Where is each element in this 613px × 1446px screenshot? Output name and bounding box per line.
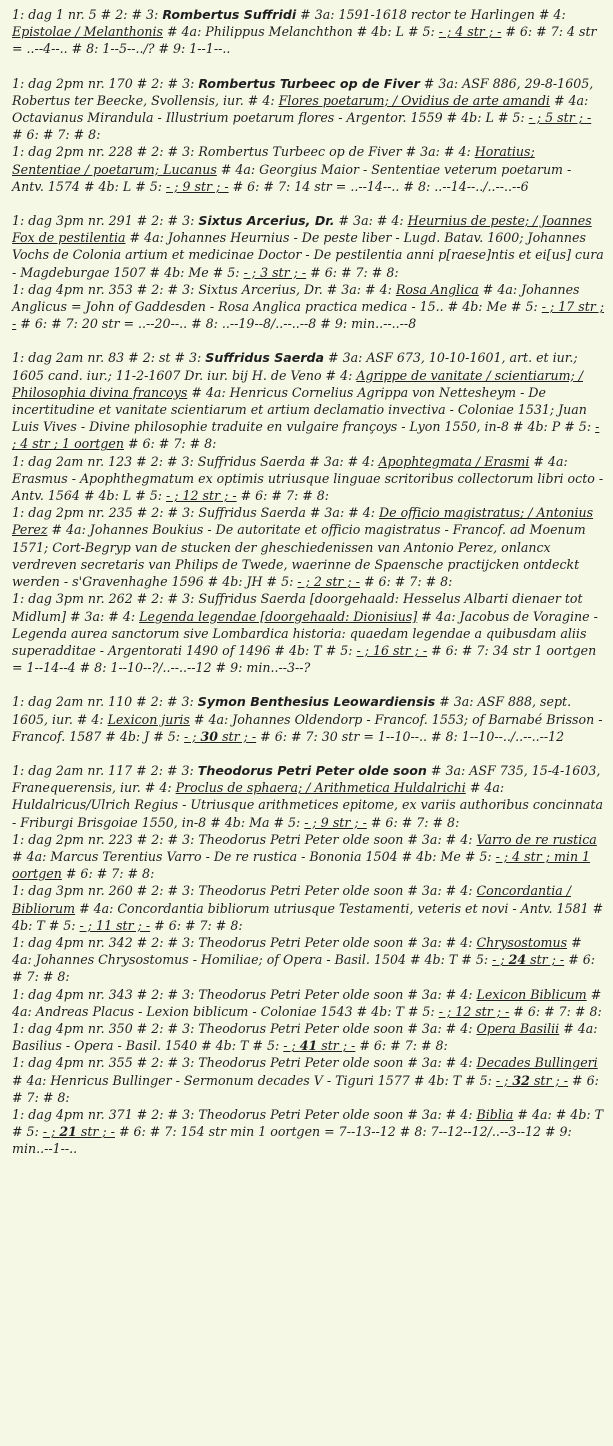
underlined-text [509,952,527,967]
underlined-text: - ; 4 str ; 1 oortgen [12,419,600,452]
record-text: # 6: # 7: # 8: [12,1072,599,1105]
record-text: 1: dag 2pm nr. 170 # 2: # 3: [12,75,199,91]
underlined-text: Chrysostomus [476,934,568,950]
record-text: 1: dag 4pm nr. 350 # 2: # 3: Theodorus Petri Peter olde soon # 3a: # 4: [12,1020,477,1036]
record-text: # 4a: # 4b: T # 5: [12,1106,604,1140]
record-text: # 4a: Philippus Melanchthon # 4b: L # 5: [162,24,439,40]
record-text: 1: dag 4pm nr. 343 # 2: # 3: Theodorus Petri Peter olde soon # 3a: # 4: [12,986,477,1002]
record-text: # 4a: Andreas Placus - Lexion biblicum - Coloniae 1543 # 4b: T # 5: [12,986,602,1019]
underlined-text: Concordantia / Bibliorum [12,883,572,916]
record-text: 1: dag 1 nr. 5 # 2: # 3: [12,7,163,22]
student-name: Rombertus Turbeec op de Fiver [198,75,420,91]
underlined-text: - ; [495,1072,513,1088]
record-entry [12,693,605,745]
record-text: # 6: # 7: # 8: [150,917,243,933]
record-text: # 6: # 7: # 8: [236,488,330,504]
record-entry [12,1106,605,1158]
record-text: 1: dag 3pm nr. 262 # 2: # 3: Suffridus Saerda [doorgehaald: Hesselus Albarti dienaer tot Midlum] # 3a: # 4: [12,591,583,624]
record-group [12,75,605,195]
underlined-text: Rosa Anglica [395,281,479,297]
record-text: # 4a: Huldalricus/Ulrich Regius - Utriusque arithmetices epitome, ex variis authoribus concinnata - Friburgi Brisgoiae 1550, in-8 # 4b: Ma # 5: [12,780,603,830]
underlined-text: Biblia [476,1106,514,1122]
record-entry [12,212,605,281]
record-text: # 6: # 7: 30 str = 1--10--.. # 8: 1--10--../..--..--12 [256,728,565,744]
student-name: Suffridus Saerda [205,350,325,366]
underlined-text: - ; 2 str ; - [297,574,360,590]
record-entry [12,590,605,676]
underlined-text: Horatius; Sententiae / poetarum; Lucanus [12,144,535,177]
record-text: # 3a: ASF 886, 29-8-1605, Robertus ter Beecke, Svollensis, iur. # 4: [12,75,594,108]
underlined-text: - ; 5 str ; - [528,110,592,126]
record-entry [12,1054,605,1106]
record-text: # 6: # 7: # 8: [366,814,460,830]
student-name: Theodorus Petri Peter olde soon [197,762,427,778]
record-text: # 6: # 7: # 8: [355,1038,448,1054]
underlined-text [512,1073,530,1088]
record-text: 1: dag 2pm nr. 228 # 2: # 3: Rombertus Turbeec op de Fiver # 3a: # 4: [12,144,475,160]
record-text: # 6: # 7: # 8: [123,436,217,452]
record-text: # 4a: Johannes Oldendorp - Francof. 1553; of Barnabé Brisson - Francof. 1587 # 4b: J # 5: [12,711,603,744]
bold-number: 21 [59,1124,77,1140]
underlined-text: Varro de re rustica [476,831,597,847]
record-text: # 4a: Henricus Cornelius Agrippa von Nettesheym - De incertitudine et vanitate scientiarum et artium declamatio invectiva - Coloniae 1531; Juan Luis Vives - Divine philosophie traduite en vulgaire françoys - Lyon 1550, in-8 # 4b: P # 5: [12,384,596,435]
record-text: # 4a: Erasmus - Apophthegmatum ex optimis utriusque linguae scritoribus collectorum libri octo - Antv. 1564 # 4b: L # 5: [12,453,604,504]
record-text: # 6: # 7: # 8: [61,866,155,882]
record-text: 1: dag 2am nr. 123 # 2: # 3: Suffridus Saerda # 3a: # 4: [12,453,379,469]
record-entry [12,934,605,986]
underlined-text: str ; - [317,1038,356,1054]
underlined-text: str ; - [529,1072,569,1088]
record-text: # 6: # 7: # 8: [509,1003,602,1019]
record-text: # 3a: ASF 735, 15-4-1603, Franequerensis, iur. # 4: [12,762,601,796]
record-group [12,349,605,676]
record-text: # 4a: Johannes Chrysostomus - Homiliae; of Opera - Basil. 1504 # 4b: T # 5: [12,934,582,968]
underlined-text: str ; - [76,1124,115,1140]
record-text: # 6: # 7: 4 str = ..--4--.. # 8: 1--5--../? # 9: 1--1--.. [12,24,597,57]
record-text: 1: dag 3pm nr. 260 # 2: # 3: Theodorus Petri Peter olde soon # 3a: # 4: [12,883,477,899]
underlined-text [300,1038,318,1053]
record-text: # 6: # 7: # 8: [359,574,453,590]
underlined-text: - ; [283,1038,300,1054]
record-text: # 6: # 7: # 8: [306,264,399,280]
record-entry [12,762,605,831]
record-group [12,693,605,745]
student-name: Symon Benthesius Leowardiensis [197,694,436,710]
record-text: # 3a: ASF 888, sept. 1605, iur. # 4: [12,694,572,727]
underlined-text: Legenda legendae [doorgehaald: Dionisius] [139,608,418,624]
underlined-text: Proclus de sphaera; / Arithmetica Huldalrichi [175,780,466,796]
underlined-text: - ; [42,1124,60,1140]
record-text: 1: dag 2am nr. 83 # 2: st # 3: [12,350,206,366]
underlined-text: Heurnius de peste; / Joannes Fox de pestilentia [12,213,592,246]
record-text: # 4a: Johannes Boukius - De autoritate et officio magistratus - Francof. ad Moenum 1571; Cort-Begryp van de stucken der gheschiedenissen van Antonio Perez, onlancx verdreven secretaris van Philips de Twede, waerinne de Spaensche practijcken ontdeckt werden - s'Gravenhaghe 1596 # 4b: JH # 5: [12,522,586,590]
record-text: # 4a: Octavianus Mirandula - Illustrium poetarum flores - Argentor. 1559 # 4b: L # 5: [12,92,589,126]
record-text: # 6: # 7: 14 str = ..--14--.. # 8: ..--14--../..--..--6 [228,178,529,194]
bold-number: 41 [299,1038,318,1054]
record-entry [12,349,605,452]
record-text: # 3a: 1591-1618 rector te Harlingen # 4: [296,7,566,22]
record-text: # 4a: Concordantia bibliorum utriusque Testamenti, veteris et novi - Antv. 1581 # 4b: T # 5: [12,900,604,933]
record-text: # 3a: # 4: [334,213,408,229]
record-text: # 3a: ASF 673, 10-10-1601, art. et iur.; 1605 cand. iur.; 11-2-1607 Dr. iur. bij H. de Veno # 4: [12,350,578,383]
underlined-text: str ; - [218,728,257,744]
record-text: 1: dag 4pm nr. 353 # 2: # 3: Sixtus Arcerius, Dr. # 3a: # 4: [12,281,396,297]
record-text: # 4a: Johannes Heurnius - De peste liber - Lugd. Batav. 1600; Johannes Vochs de Colonia artium et medicinae Doctor - De pestilentia anni p[raese]ntis et ei[us] cura - Magdeburgae 1507 # 4b: Me # 5: [12,230,604,280]
bold-number: 24 [508,952,527,968]
record-entry [12,143,605,195]
record-text: 1: dag 4pm nr. 342 # 2: # 3: Theodorus Petri Peter olde soon # 3a: # 4: [12,934,477,950]
underlined-text: - ; 9 str ; - [166,178,229,194]
bold-number: 30 [200,728,219,744]
record-text: # 4a: Henricus Bullinger - Sermonum decades V - Tiguri 1577 # 4b: T # 5: [12,1072,496,1088]
underlined-text: De officio magistratus; / Antonius Perez [12,505,594,538]
underlined-text: Lexicon juris [107,711,190,727]
record-text: # 4a: Johannes Anglicus = John of Gaddesden - Rosa Anglica practica medica - 15.. # 4b: Me # 5: [12,281,580,315]
record-entry [12,281,605,333]
underlined-text: str ; - [526,952,565,968]
record-entry [12,504,605,590]
record-text: 1: dag 2am nr. 117 # 2: # 3: [12,762,198,778]
underlined-text: Agrippe de vanitate / scientiarum; / Philosophia divina francoys [12,367,584,400]
record-text: 1: dag 3pm nr. 291 # 2: # 3: [12,213,199,229]
underlined-text: Lexicon Biblicum [476,986,587,1002]
record-text: 1: dag 2pm nr. 223 # 2: # 3: Theodorus Petri Peter olde soon # 3a: # 4: [12,831,477,847]
underlined-text: - ; 17 str ; - [12,299,605,332]
student-name: Sixtus Arcerius, Dr. [198,213,335,229]
underlined-text: - ; 4 str ; min 1 oortgen [12,848,591,882]
record-text: 1: dag 2pm nr. 235 # 2: # 3: Suffridus Saerda # 3a: # 4: [12,505,380,521]
underlined-text: - ; 12 str ; - [166,488,237,504]
record-entry [12,453,605,505]
underlined-text [59,1124,77,1139]
underlined-text: Epistolae / Melanthonis [12,24,163,40]
record-text: # 6: # 7: # 8: [12,952,596,985]
underlined-text [201,729,219,744]
record-group [12,762,605,1158]
record-text: # 4a: Basilius - Opera - Basil. 1540 # 4b: T # 5: [12,1020,598,1054]
record-entry [12,882,605,934]
record-text: 1: dag 2am nr. 110 # 2: # 3: [12,694,198,710]
underlined-text: - ; 9 str ; - [304,814,367,830]
record-text: # 6: # 7: 34 str 1 oortgen = 1--14--4 # 8: 1--10--?/..--..--12 # 9: min..--3--? [12,642,597,676]
student-name: Rombertus Suffridi [162,7,297,22]
record-text: # 6: # 7: 154 str min 1 oortgen = 7--13--12 # 8: 7--12--12/..--3--12 # 9: min..--1--.. [12,1124,572,1157]
record-text: # 4a: Marcus Terentius Varro - De re rustica - Bononia 1504 # 4b: Me # 5: [12,848,496,864]
underlined-text: Opera Basilii [476,1020,560,1036]
record-text: # 4a: Jacobus de Voragine - Legenda aurea sanctorum sive Lombardica historia: quaedam legendae a quibusdam aliis superadditae - Argentorati 1490 of 1496 # 4b: T # 5: [12,608,598,658]
underlined-text: - ; [184,728,201,744]
underlined-text: Flores poetarum; / Ovidius de arte amandi [278,92,550,108]
record-entry [12,831,605,883]
record-entry [12,986,605,1020]
record-group [12,212,605,332]
underlined-text: Apophtegmata / Erasmi [378,453,530,469]
underlined-text: - ; 12 str ; - [438,1003,510,1019]
record-text: # 6: # 7: 20 str = ..--20--.. # 8: ..--19--8/..--..--8 # 9: min..--..--8 [16,316,417,332]
underlined-text: - ; 4 str ; - [438,24,502,40]
underlined-text: Decades Bullingeri [476,1055,598,1071]
record-text: # 6: # 7: # 8: [12,127,101,143]
record-entry [12,75,605,144]
record-entry [12,1020,605,1054]
record-group [12,6,605,58]
record-text: 1: dag 4pm nr. 371 # 2: # 3: Theodorus Petri Peter olde soon # 3a: # 4: [12,1106,477,1122]
bold-number: 32 [512,1072,530,1088]
record-text: 1: dag 4pm nr. 355 # 2: # 3: Theodorus Petri Peter olde soon # 3a: # 4: [12,1055,477,1071]
underlined-text: - ; [492,952,509,968]
underlined-text: - ; 16 str ; - [356,642,428,658]
underlined-text: - ; 3 str ; - [243,264,307,280]
record-text: # 4a: Georgius Maior - Sententiae veterum poetarum - Antv. 1574 # 4b: L # 5: [12,161,572,194]
record-entry [12,6,605,58]
underlined-text: - ; 11 str ; - [79,917,151,933]
